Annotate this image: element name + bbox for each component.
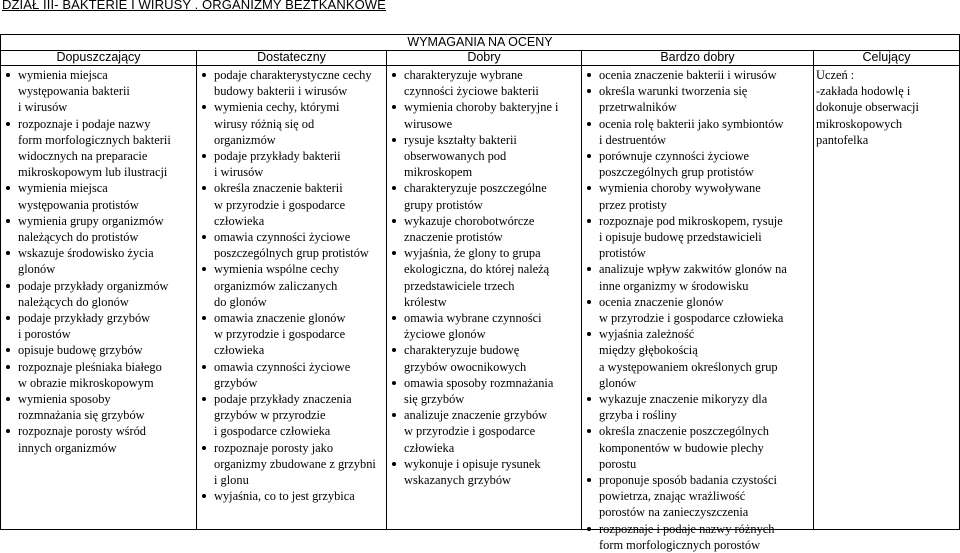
requirement-text: grzybów owocnikowych: [404, 359, 527, 374]
requirement-item: [387, 99, 581, 131]
requirement-text: omawia sposoby rozmnażania: [404, 375, 554, 390]
requirement-text: ocenia znaczenie bakterii i wirusów: [599, 68, 777, 82]
requirement-item: [582, 213, 813, 262]
requirement-text: wykonuje i opisuje rysunek: [404, 456, 541, 471]
column-header-dobry: Dobry: [467, 50, 501, 64]
requirement-text: innych organizmów: [18, 440, 117, 455]
requirement-text: wymienia grupy organizmów: [18, 213, 164, 228]
requirement-text: grzybów: [214, 375, 258, 390]
requirement-text: form morfologicznych porostów: [599, 537, 761, 552]
grading-requirements-table: [0, 34, 960, 552]
requirement-item: [582, 67, 813, 83]
requirement-text: rozpoznaje i podaje nazwy: [18, 116, 151, 131]
requirement-text: organizmów zaliczanych: [214, 278, 338, 293]
requirement-item: [1, 180, 196, 212]
requirement-item: [1, 116, 196, 181]
requirement-text: rysuje kształty bakterii: [404, 132, 517, 147]
requirement-item: [582, 423, 813, 472]
requirement-text: rozpoznaje pleśniaka białego: [18, 359, 162, 374]
requirement-text: charakteryzuje budowę: [404, 343, 520, 358]
requirement-text: widocznych na preparacie: [18, 149, 148, 164]
requirement-text: wymienia choroby wywoływane: [599, 181, 761, 196]
requirement-text: i glonu: [214, 473, 249, 488]
requirement-text: poszczególnych grup protistów: [214, 246, 369, 261]
requirement-text: określa znaczenie poszczególnych: [599, 424, 769, 439]
requirement-text: i wirusów: [18, 100, 68, 115]
requirement-item: [1, 342, 196, 358]
requirement-text: rozpoznaje porosty wśród: [18, 424, 147, 439]
requirement-text: podaje charakterystyczne cechy: [214, 68, 372, 82]
requirement-item: [387, 342, 581, 374]
requirement-text: przez protisty: [599, 197, 667, 212]
requirement-text: określa warunki tworzenia się: [599, 84, 748, 99]
requirement-text: wymienia cechy, którymi: [214, 100, 340, 115]
requirement-item: [197, 229, 386, 261]
requirement-text: obserwowanych pod: [404, 149, 507, 164]
requirement-text: i wirusów: [214, 165, 264, 180]
requirement-text: podaje przykłady grzybów: [18, 311, 151, 326]
requirement-text: wirusy różnią się od: [214, 116, 315, 131]
requirement-item: [1, 391, 196, 423]
requirement-item: [197, 440, 386, 489]
requirements-header: WYMAGANIA NA OCENY: [407, 35, 553, 49]
requirement-text: powietrza, znając wrażliwość: [599, 489, 746, 504]
requirement-text: mikroskopowym lub ilustracji: [18, 165, 168, 180]
requirement-text: glonów: [599, 375, 637, 390]
requirement-text: i destruentów: [599, 132, 667, 147]
column-dopuszczajacy: [1, 67, 196, 456]
requirement-item: [197, 359, 386, 391]
requirement-text: charakteryzuje wybrane: [404, 68, 523, 82]
requirement-text: wyjaśnia, co to jest grzybica: [214, 489, 355, 504]
requirement-text: w obrazie mikroskopowym: [18, 375, 154, 390]
requirement-text: występowania protistów: [18, 197, 139, 212]
requirement-text: królestw: [404, 294, 447, 309]
column-header-dopuszczajacy: Dopuszczający: [56, 50, 141, 64]
requirement-text: rozpoznaje i podaje nazwy różnych: [599, 521, 775, 536]
requirement-item: [197, 391, 386, 440]
requirement-text: mikroskopowych: [816, 116, 903, 131]
column-header-bardzo-dobry: Bardzo dobry: [660, 50, 735, 64]
requirement-item: [1, 359, 196, 391]
document-title: DZIAŁ III- BAKTERIE I WIRUSY . ORGANIZMY BEZTKANKOWE: [2, 0, 386, 12]
requirement-item: [814, 83, 959, 148]
requirement-text: charakteryzuje poszczególne: [404, 181, 547, 196]
requirement-text: porównuje czynności życiowe: [599, 149, 750, 164]
requirement-item: [814, 67, 959, 83]
requirement-text: wskazanych grzybów: [404, 473, 512, 488]
requirement-text: i porostów: [18, 327, 71, 342]
requirement-text: wyjaśnia, że glony to grupa: [404, 246, 541, 261]
requirement-item: [1, 278, 196, 310]
requirement-text: między głębokością: [599, 343, 698, 358]
column-dostateczny: [197, 67, 386, 504]
requirement-text: w przyrodzie i gospodarce: [214, 197, 346, 212]
requirement-item: [197, 67, 386, 99]
requirement-text: grzybów w przyrodzie: [214, 408, 326, 423]
requirement-text: protistów: [599, 246, 646, 261]
requirement-text: mikroskopem: [404, 165, 473, 180]
requirement-item: [387, 375, 581, 407]
requirement-text: ocenia rolę bakterii jako symbiontów: [599, 116, 784, 131]
requirement-item: [582, 391, 813, 423]
requirement-item: [582, 261, 813, 293]
requirement-text: i opisuje budowę przedstawicieli: [599, 230, 762, 245]
requirement-text: a występowaniem określonych grup: [599, 359, 778, 374]
requirement-text: wskazuje środowisko życia: [18, 246, 154, 261]
requirement-text: należących do protistów: [18, 230, 139, 245]
column-dobry: [387, 67, 581, 488]
requirement-text: poszczególnych grup protistów: [599, 165, 754, 180]
requirement-text: wirusowe: [404, 116, 453, 131]
requirement-text: podaje przykłady organizmów: [18, 278, 169, 293]
requirement-text: inne organizmy w środowisku: [599, 278, 749, 293]
requirement-text: wyjaśnia zależność: [599, 327, 695, 342]
requirement-item: [197, 261, 386, 310]
requirement-text: opisuje budowę grzybów: [18, 343, 143, 358]
requirement-text: wymienia miejsca: [18, 68, 108, 82]
requirement-text: podaje przykłady znaczenia: [214, 392, 352, 407]
requirement-text: znaczenie protistów: [404, 230, 503, 245]
requirement-item: [387, 407, 581, 456]
requirement-text: się grzybów: [404, 392, 465, 407]
requirement-text: wykazuje znaczenie mikoryzy dla: [599, 392, 768, 407]
requirement-text: grupy protistów: [404, 197, 483, 212]
requirement-text: komponentów w budowie plechy: [599, 440, 764, 455]
requirement-item: [197, 148, 386, 180]
requirement-text: analizuje wpływ zakwitów glonów na: [599, 262, 787, 277]
requirement-text: należących do glonów: [18, 294, 129, 309]
requirement-text: wymienia wspólne cechy: [214, 262, 340, 277]
requirement-text: Uczeń :: [816, 68, 855, 82]
requirement-item: [582, 521, 813, 553]
requirement-item: [582, 180, 813, 212]
requirement-text: rozpoznaje porosty jako: [214, 440, 334, 455]
requirement-item: [387, 310, 581, 342]
requirement-text: ekologiczna, do której należą: [404, 262, 550, 277]
requirement-text: analizuje znaczenie grzybów: [404, 408, 548, 423]
requirement-text: występowania bakterii: [18, 84, 130, 99]
requirement-text: wymienia sposoby: [18, 392, 111, 407]
requirement-text: życiowe glonów: [404, 327, 486, 342]
requirement-text: podaje przykłady bakterii: [214, 149, 341, 164]
requirement-item: [387, 456, 581, 488]
requirement-text: porostów na zanieczyszczenia: [599, 505, 749, 520]
requirement-text: porostu: [599, 456, 637, 471]
requirement-text: -zakłada hodowlę i: [816, 84, 911, 99]
requirement-text: wymienia choroby bakteryjne i: [404, 100, 559, 115]
requirement-text: organizmów: [214, 132, 276, 147]
requirement-item: [387, 180, 581, 212]
requirement-text: wykazuje chorobotwórcze: [404, 213, 535, 228]
requirement-item: [582, 148, 813, 180]
requirement-text: i gospodarce człowieka: [214, 424, 331, 439]
requirement-text: człowieka: [214, 213, 265, 228]
requirement-item: [1, 67, 196, 116]
requirement-text: określa znaczenie bakterii: [214, 181, 343, 196]
requirement-text: omawia wybrane czynności: [404, 311, 542, 326]
requirement-text: omawia znaczenie glonów: [214, 311, 346, 326]
requirement-text: przedstawiciele trzech: [404, 278, 515, 293]
requirement-text: do glonów: [214, 294, 267, 309]
requirement-text: rozmnażania się grzybów: [18, 408, 145, 423]
requirement-text: wymienia miejsca: [18, 181, 108, 196]
requirement-text: człowieka: [214, 343, 265, 358]
requirement-text: w przyrodzie i gospodarce: [404, 424, 536, 439]
requirement-item: [1, 245, 196, 277]
requirement-item: [582, 294, 813, 326]
requirement-item: [197, 310, 386, 359]
requirement-text: ocenia znaczenie glonów: [599, 294, 724, 309]
requirement-text: omawia czynności życiowe: [214, 230, 351, 245]
requirement-item: [387, 132, 581, 181]
requirement-item: [1, 310, 196, 342]
requirement-item: [197, 180, 386, 229]
column-celujacy: [814, 67, 959, 148]
requirement-text: proponuje sposób badania czystości: [599, 473, 777, 488]
requirement-text: form morfologicznych bakterii: [18, 132, 171, 147]
requirement-text: przetrwalników: [599, 100, 677, 115]
requirement-item: [387, 213, 581, 245]
requirement-item: [582, 116, 813, 148]
requirement-text: w przyrodzie i gospodarce: [214, 327, 346, 342]
requirement-text: budowy bakterii i wirusów: [214, 84, 348, 99]
column-header-divider: [1, 65, 959, 66]
requirement-item: [197, 99, 386, 148]
requirement-item: [1, 423, 196, 455]
requirement-text: grzyba i rośliny: [599, 408, 677, 423]
requirement-item: [197, 488, 386, 504]
requirement-text: rozpoznaje pod mikroskopem, rysuje: [599, 213, 783, 228]
requirement-text: organizmy zbudowane z grzybni: [214, 456, 376, 471]
requirement-text: w przyrodzie i gospodarce człowieka: [599, 311, 784, 326]
requirement-text: człowieka: [404, 440, 455, 455]
requirement-text: omawia czynności życiowe: [214, 359, 351, 374]
requirement-item: [582, 83, 813, 115]
requirement-item: [582, 472, 813, 521]
column-header-dostateczny: Dostateczny: [257, 50, 326, 64]
requirement-item: [387, 245, 581, 310]
requirement-item: [582, 326, 813, 391]
requirement-text: dokonuje obserwacji: [816, 100, 919, 115]
requirement-item: [1, 213, 196, 245]
requirement-text: czynności życiowe bakterii: [404, 84, 539, 99]
requirement-item: [387, 67, 581, 99]
column-header-celujacy: Celujący: [862, 50, 911, 64]
column-bardzo-dobry: [582, 67, 813, 553]
requirement-text: pantofelka: [816, 132, 869, 147]
requirement-text: glonów: [18, 262, 56, 277]
